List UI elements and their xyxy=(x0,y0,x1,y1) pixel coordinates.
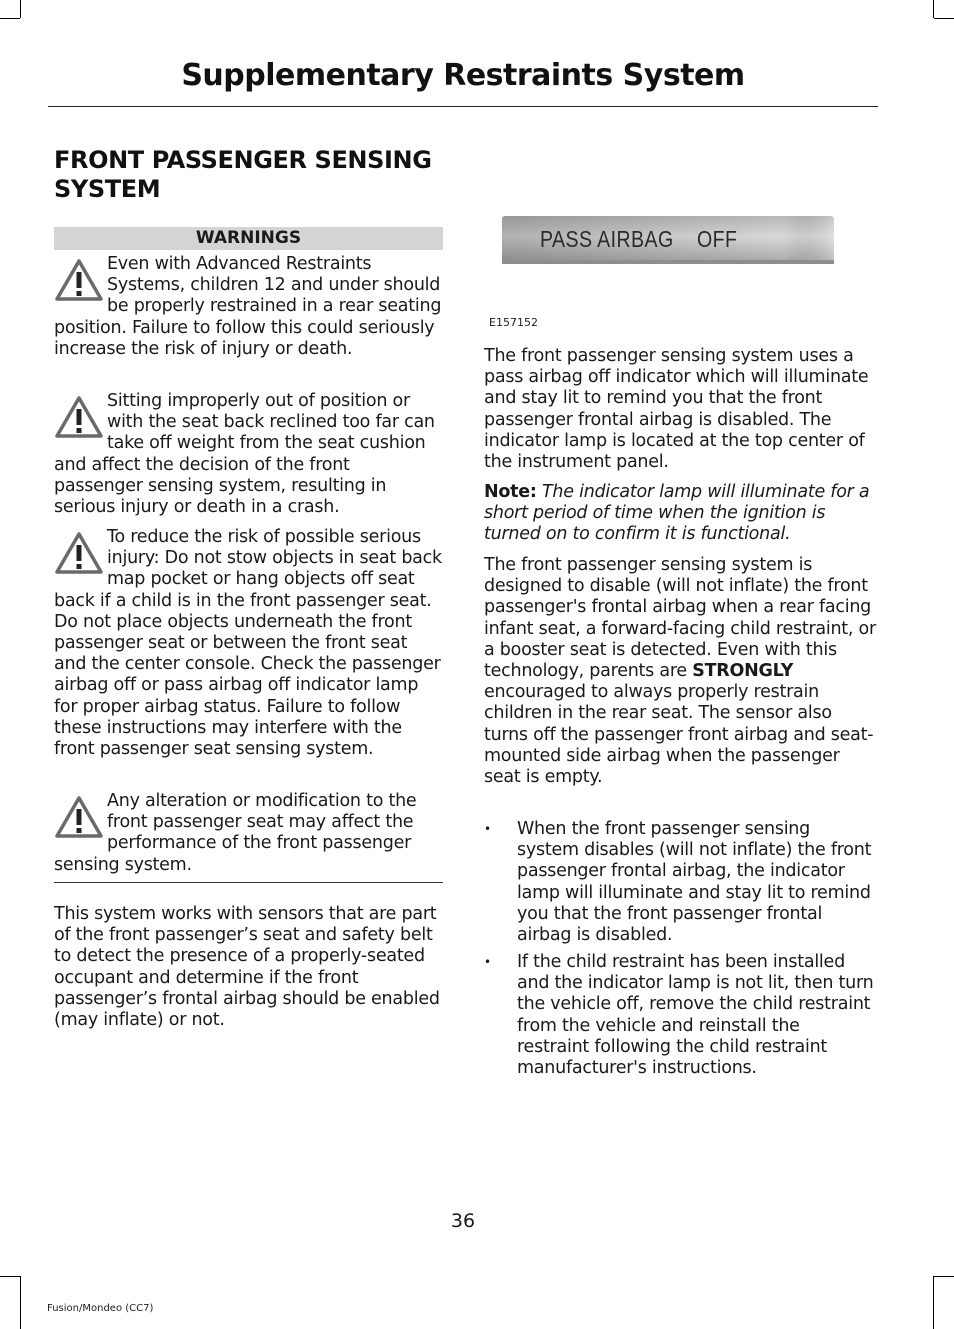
sensing-description xyxy=(484,555,876,788)
crop-mark xyxy=(0,18,20,19)
warning-item xyxy=(54,254,443,360)
crop-mark xyxy=(0,1276,20,1277)
warning-triangle-icon xyxy=(54,531,104,575)
warnings-heading: WARNINGS xyxy=(54,227,443,250)
header-divider xyxy=(48,106,878,107)
crop-mark xyxy=(933,1276,934,1329)
warning-triangle-icon xyxy=(54,795,104,839)
system-description: This system works with sensors that are part of the front passenger’s seat and safety belt to detect the presence of a properly-seated occupant and determine if the front passenger’s frontal airbag should be enabled (may inflate) or not. xyxy=(54,904,440,1031)
bullet-marker: • xyxy=(484,822,491,836)
figure-code: E157152 xyxy=(489,316,538,329)
warning-text: Any alteration or modification to the front passenger seat may affect the performance of the front passenger sensing system. xyxy=(54,791,417,875)
note-label: Note: xyxy=(484,482,537,502)
bullet-marker: • xyxy=(484,955,491,969)
warning-item xyxy=(54,527,443,760)
crop-mark xyxy=(934,18,954,19)
page-header-title: Supplementary Restraints System xyxy=(181,58,745,93)
note-paragraph xyxy=(484,482,876,546)
indicator-description: The front passenger sensing system uses a pass airbag off indicator which will illuminate and stay lit to remind you that the front passenger frontal airbag is disabled. The indicator lamp is located at the top center of the instrument panel. xyxy=(484,346,869,473)
bullet-item xyxy=(484,952,876,1079)
footer-model: Fusion/Mondeo (CC7) xyxy=(47,1303,154,1314)
warning-triangle-icon xyxy=(54,395,104,439)
warning-item xyxy=(54,791,443,876)
page-number: 36 xyxy=(450,1210,476,1232)
section-title: FRONT PASSENGER SENSING SYSTEM xyxy=(54,146,432,203)
sensing-text-end: encouraged to always properly restrain children in the rear seat. The sensor also turns off the passenger front airbag and seat-mounted side airbag when the passenger seat is empty. xyxy=(484,682,874,788)
crop-mark xyxy=(20,1276,21,1329)
warning-triangle-icon xyxy=(54,258,104,302)
warning-text: Even with Advanced Restraints Systems, children 12 and under should be properly restrained in a rear seating position. Failure to follow this could seriously increase the risk of injury or death. xyxy=(54,254,442,359)
warning-text: Sitting improperly out of position or with the seat back reclined too far can take off weight from the seat cushion and affect the decision of the front passenger sensing system, resulting in serious injury or death in a crash. xyxy=(54,391,435,518)
warning-text: To reduce the risk of possible serious injury: Do not stow objects in seat back map pocket or hang objects off seat back if a child is in the front passenger seat. Do not place objects underneath the front passenger seat or between the front seat and the center console. Check the passenger airbag off or pass airbag off indicator lamp for proper airbag status. Failure to follow these instructions may interfere with the front passenger seat sensing system. xyxy=(54,527,442,760)
bullet-item xyxy=(484,819,876,946)
sensing-text-start: The front passenger sensing system is designed to disable (will not inflate) the front passenger's frontal airbag when a rear facing infant seat, a forward-facing child restraint, or a booster seat is detected. Even with this technology, parents are xyxy=(484,555,876,682)
crop-mark xyxy=(933,0,934,18)
strongly-emphasis: STRONGLY xyxy=(692,661,794,682)
note-text: The indicator lamp will illuminate for a short period of time when the ignition is turned on to confirm it is functional. xyxy=(484,482,870,545)
bullet-text: If the child restraint has been installed and the indicator lamp is not lit, then turn the vehicle off, remove the child restraint from the vehicle and reinstall the restraint following the child restraint manufacturer's instructions. xyxy=(517,952,874,1079)
crop-mark xyxy=(20,0,21,18)
warnings-end-divider xyxy=(54,882,443,883)
indicator-lamp-text: PASS AIRBAG OFF xyxy=(540,226,738,252)
bullet-text: When the front passenger sensing system disables (will not inflate) the front passenger frontal airbag, the indicator lamp will illuminate and stay lit to remind you that the front passenger frontal airbag is disabled. xyxy=(517,819,872,946)
crop-mark xyxy=(934,1276,954,1277)
warning-item xyxy=(54,391,443,518)
